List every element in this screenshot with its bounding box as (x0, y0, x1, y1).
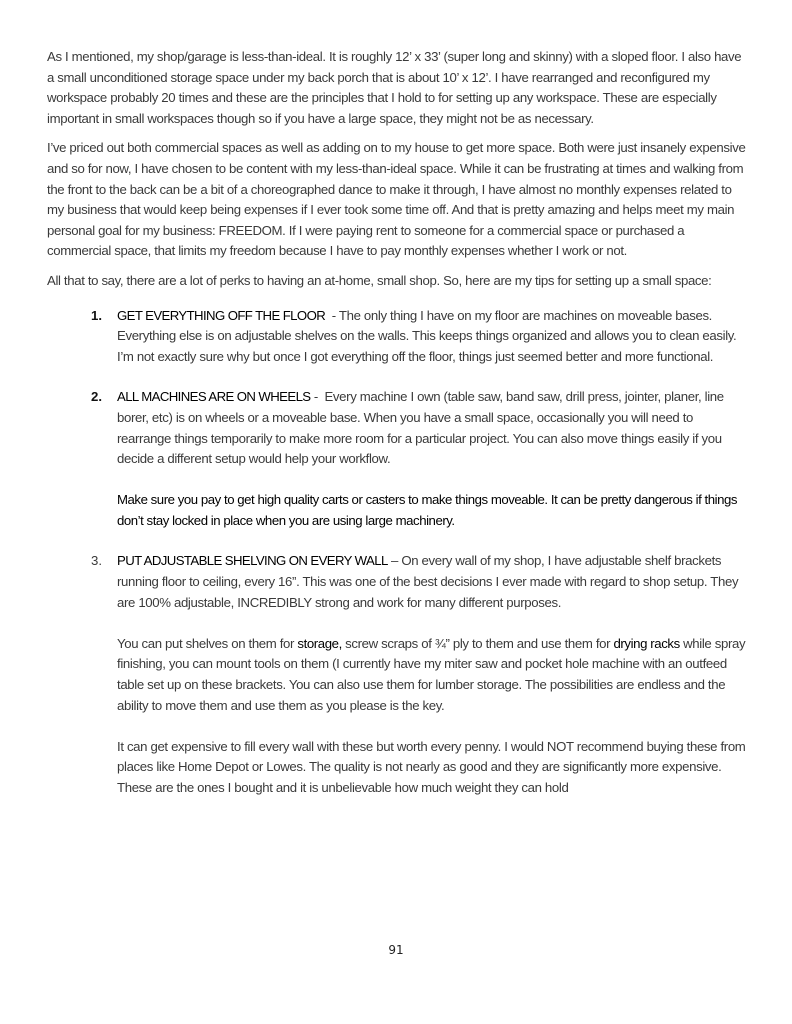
keyword-storage: storage, (297, 635, 342, 651)
intro-paragraph: As I mentioned, my shop/garage is less-than-ideal. It is roughly 12’ x 33’ (super long and skinny) with a sloped floor. I also have a small unconditioned storage space under my back porch that is about 10’ x 12’. I have rearranged and reconfigured my workspace probably 20 times and these are the principles that I hold to for setting up any workspace. These are especially important in small workspaces though so if you have a large space, they might not be as necessary. (47, 49, 742, 126)
tip-number: 2. (91, 389, 102, 405)
tip-heading: PUT ADJUSTABLE SHELVING ON EVERY WALL (117, 553, 388, 569)
tip-body: The only thing I have on my floor are machines on moveable bases. Everything else is on adjustable shelves on the walls. This keeps things organized and allows you to clean easily. I’m not exactly sure why but once I got everything off the floor, things just seemed better and more functional. (117, 307, 737, 364)
tip-item (47, 306, 747, 368)
tip-text (117, 387, 747, 469)
tips-intro-paragraph: All that to say, there are a lot of perks to having an at-home, small shop. So, here are my tips for setting up a small space: (47, 272, 712, 288)
text-run: You can put shelves on them for (117, 635, 298, 651)
tip-text (117, 306, 747, 368)
keyword-drying-racks: drying racks (613, 635, 680, 651)
tip-paragraph-uses (117, 634, 747, 716)
document-page (47, 47, 747, 819)
page-number: 91 (388, 943, 404, 957)
tip-heading: GET EVERYTHING OFF THE FLOOR (117, 307, 326, 323)
tip-body: Every machine I own (table saw, band saw, drill press, jointer, planer, line borer, etc) is on wheels or a moveable base. When you have a small space, occasionally you will need to rearrange things temporarily to make more room for a particular project. You can also move things easily if you decide a different setup would help your workflow. (117, 389, 724, 467)
tip-note: Make sure you pay to get high quality carts or casters to make things moveable. It can be pretty dangerous if things don’t stay locked in place when you are using large machinery. (117, 492, 737, 528)
text-run: while spray finishing, you can mount tools on them (I currently have my miter saw and pocket hole machine with an outfeed table set up on these brackets. You can also use them for lumber storage. The possibilities are endless and the ability to move them and use them as you please is the key. (117, 635, 746, 713)
tip-separator: - (310, 389, 325, 405)
pricing-paragraph: I’ve priced out both commercial spaces as well as adding on to my house to get more space. Both were just insanely expensive and so for now, I have chosen to be content with my less-than-ideal space. While it can be frustrating at times and walking from the front to the back can be a bit of a choreographed dance to make it through, I have almost no monthly expenses related to my business that would keep being expenses if I ever took some time off. And that is pretty amazing and helps meet my main personal goal for my business: FREEDOM. If I were paying rent to someone for a commercial space or purchased a commercial space, that limits my freedom because I have to pay monthly expenses whether I work or not. (47, 140, 746, 259)
tip-text (117, 551, 747, 613)
tip-heading: ALL MACHINES ARE ON WHEELS (117, 389, 311, 405)
tip-separator: – (387, 553, 402, 569)
tip-separator: - (325, 307, 339, 323)
tip-number: 1. (91, 307, 102, 323)
tip-item (47, 387, 747, 531)
tip-number: 3. (91, 553, 102, 569)
tips-list (47, 306, 747, 799)
tip-body: On every wall of my shop, I have adjustable shelf brackets running floor to ceiling, every 16”. This was one of the best decisions I ever made with regard to shop setup. They are 100% adjustable, INCREDIBLY strong and work for many different purposes. (117, 553, 739, 610)
tip-item (47, 551, 747, 798)
tip-paragraph-cost: It can get expensive to fill every wall with these but worth every penny. I would NOT recommend buying these from places like Home Depot or Lowes. The quality is not nearly as good and they are significantly more expensive. These are the ones I bought and it is unbelievable how much weight they can hold (117, 738, 746, 795)
text-run: screw scraps of ¾” ply to them and use them for (341, 635, 614, 651)
